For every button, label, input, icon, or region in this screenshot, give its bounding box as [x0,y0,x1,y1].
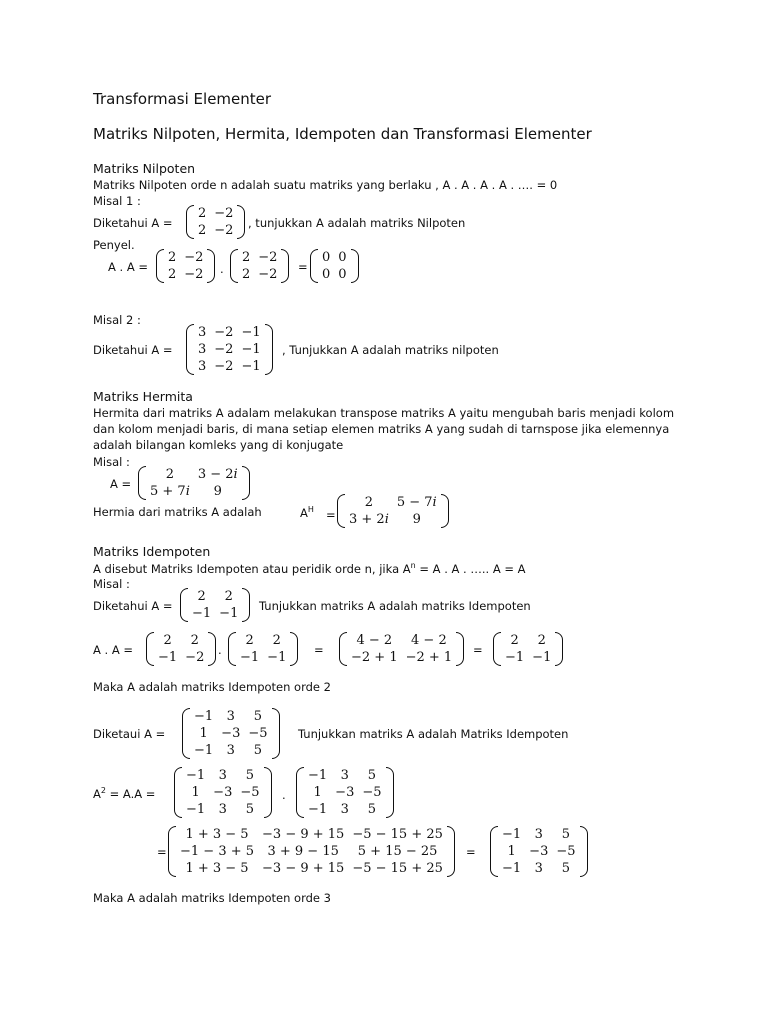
matrix-nilpoten-a-left [156,249,215,283]
matrix-row [501,632,555,649]
matrix-cell: −5 − 15 + 25 [352,861,443,876]
matrix-body [236,632,290,666]
hermita-heading: Matriks Hermita [93,389,193,404]
matrix-cell: −1 [241,325,261,340]
matrix-cell: −1 − 3 + 5 [180,844,255,859]
matrix-right-bracket [264,767,272,818]
matrix-left-bracket [138,466,146,500]
matrix-cell: 9 [412,512,421,527]
matrix-row [190,708,272,725]
matrix-right-bracket [207,249,215,283]
matrix-cell: 3 [198,359,207,374]
matrix-cell: 3 + 9 − 15 [267,844,339,859]
matrix-left-bracket [174,767,182,818]
matrix-left-bracket [490,826,498,877]
nilpoten-misal2: Misal 2 : [93,313,141,327]
matrix-cell: 0 [322,267,331,282]
matrix-body [238,249,281,283]
matrix-right-bracket [441,494,449,528]
matrix-idempoten-b [182,708,280,759]
matrix-cell: −1 [186,802,206,817]
matrix-cell: −3 [529,844,549,859]
matrix-cell: 5 [561,827,571,842]
matrix-cell: −1 [308,802,328,817]
matrix-cell: −2 + 1 [405,650,453,665]
idempoten-dot: . [218,643,222,657]
matrix-left-bracket [296,767,304,818]
matrix-cell: −1 [505,650,525,665]
matrix-idempoten-a-left [146,632,216,666]
matrix-row [498,826,580,843]
matrix-cell: 3 [534,827,543,842]
matrix-idempoten-a [180,588,250,622]
matrix-cell: −2 [214,325,234,340]
matrix-cell: 5 [367,768,377,783]
matrix-cell: −1 [241,359,261,374]
matrix-right-bracket [447,826,455,877]
matrix-body [498,826,580,877]
matrix-row [182,767,264,784]
matrix-row [318,249,351,266]
matrix-cell: −2 [258,267,278,282]
matrix-hermita-ah [337,494,449,528]
matrix-cell: 0 [322,250,331,265]
matrix-cell: 5 [253,743,263,758]
matrix-row [154,632,208,649]
matrix-row [176,843,447,860]
matrix-cell: 5 [561,861,571,876]
matrix-cell: −1 [502,827,522,842]
idempoten-maka2: Maka A adalah matriks Idempoten orde 3 [93,891,331,905]
matrix-cell: 2 [510,633,519,648]
matrix-cell: 5 [245,802,255,817]
matrix-cell: 9 [213,484,222,499]
hermita-ah: $A^H$ [300,505,314,520]
matrix-body [146,466,242,500]
matrix-row [498,860,580,877]
matrix-cell: 1 + 3 − 5 [185,827,249,842]
matrix-idempoten-expansion [168,826,455,877]
matrix-row [236,632,290,649]
matrix-row [194,205,237,222]
matrix-row [182,784,264,801]
idempoten-misal: Misal : [93,577,130,591]
matrix-body [154,632,208,666]
matrix-cell: −2 [258,250,278,265]
matrix-left-bracket [228,632,236,666]
matrix-cell: −3 − 9 + 15 [262,827,345,842]
matrix-body [194,324,265,375]
matrix-cell: 0 [338,267,347,282]
hermita-hermia: Hermia dari matriks A adalah [93,505,262,519]
matrix-cell: 2 [224,589,233,604]
matrix-body [501,632,555,666]
matrix-cell: 5 − 7𝑖 [396,495,437,510]
matrix-row [304,784,386,801]
matrix-left-bracket [180,588,188,622]
matrix-cell: 2 [168,250,177,265]
matrix-cell: −3 [221,726,241,741]
matrix-row [176,860,447,877]
matrix-row [182,801,264,818]
matrix-cell: −2 [214,359,234,374]
matrix-row [194,341,265,358]
matrix-cell: −2 [214,223,234,238]
matrix-cell: −1 [192,606,212,621]
matrix-idempoten-a-right [228,632,298,666]
nilpoten-eq: = [298,260,308,274]
nilpoten-misal1: Misal 1 : [93,194,141,208]
matrix-left-bracket [493,632,501,666]
matrix-body [176,826,447,877]
matrix-body [194,205,237,239]
idempoten-eq4: = [466,845,476,859]
matrix-nilpoten-b [186,324,273,375]
matrix-right-bracket [208,632,216,666]
matrix-right-bracket [272,708,280,759]
matrix-row [190,725,272,742]
matrix-cell: 3 [198,325,207,340]
matrix-row [236,649,290,666]
matrix-row [194,324,265,341]
idempoten-eq1: = [314,643,324,657]
matrix-cell: −1 [241,342,261,357]
matrix-cell: 1 [191,785,200,800]
matrix-cell: −2 [184,267,204,282]
matrix-cell: 1 [313,785,322,800]
matrix-cell: −1 [240,650,260,665]
matrix-cell: −1 [194,743,214,758]
matrix-cell: −3 [213,785,233,800]
idempoten-a2-label: $A^2 = A.A$ = [93,786,156,801]
nilpoten-diketahui1: Diketahui A = [93,216,173,230]
matrix-row [304,767,386,784]
nilpoten-heading: Matriks Nilpoten [93,161,196,176]
matrix-cell: −5 [362,785,382,800]
idempoten-tunjukkan2: Tunjukkan matriks A adalah Matriks Idempoten [298,727,569,741]
matrix-idempoten-b-right [296,767,394,818]
matrix-cell: −5 [240,785,260,800]
matrix-cell: 2 [242,250,251,265]
matrix-hermita-a [138,466,250,500]
matrix-cell: −1 [194,709,214,724]
matrix-cell: 5 + 7𝑖 [150,484,190,499]
hermita-line3: adalah bilangan komleks yang di konjugate [93,438,344,452]
matrix-row [318,266,351,283]
nilpoten-definition: Matriks Nilpoten orde n adalah suatu matriks yang berlaku , A . A . A . A . …. = 0 [93,178,558,192]
matrix-right-bracket [237,205,245,239]
idempoten-eq2: = [473,643,483,657]
idempoten-heading: Matriks Idempoten [93,544,211,559]
matrix-idempoten-b-left [174,767,272,818]
matrix-right-bracket [351,249,359,283]
matrix-row [176,826,447,843]
matrix-row [304,801,386,818]
matrix-row [501,649,555,666]
matrix-cell: 2 [190,633,199,648]
matrix-nilpoten-a [186,205,245,239]
hermita-eq: = [326,508,336,522]
matrix-body [190,708,272,759]
idempoten-maka1: Maka A adalah matriks Idempoten orde 2 [93,680,331,694]
matrix-cell: 3 [340,802,349,817]
matrix-cell: 2 [272,633,281,648]
matrix-cell: 0 [338,250,347,265]
matrix-body [182,767,264,818]
matrix-idempoten-sum [339,632,464,666]
nilpoten-penyel: Penyel. [93,238,135,252]
matrix-cell: 4 − 2 [356,633,393,648]
matrix-cell: −2 [185,650,205,665]
matrix-cell: 3 [226,743,235,758]
matrix-cell: −1 [532,650,552,665]
matrix-cell: 2 [242,267,251,282]
matrix-row [345,511,441,528]
matrix-cell: 5 [253,709,263,724]
matrix-row [238,266,281,283]
matrix-idempoten-result [493,632,563,666]
matrix-cell: −5 [248,726,268,741]
matrix-left-bracket [168,826,176,877]
matrix-right-bracket [281,249,289,283]
matrix-row [194,358,265,375]
matrix-left-bracket [310,249,318,283]
matrix-cell: 3 [534,861,543,876]
matrix-cell: −1 [219,606,239,621]
matrix-body [345,494,441,528]
idempoten-definition: A disebut Matriks Idempoten atau peridik orde n, jika $A^n = A$ . A . ….. A = A [93,561,526,576]
matrix-cell: 5 [245,768,255,783]
matrix-body [188,588,242,622]
nilpoten-tunjukkan2: , Tunjukkan A adalah matriks nilpoten [282,343,499,357]
matrix-cell: 2 [197,589,206,604]
matrix-left-bracket [186,205,194,239]
matrix-cell: 2 [163,633,172,648]
idempoten-diketahui1: Diketahui A = [93,599,173,613]
matrix-right-bracket [580,826,588,877]
matrix-cell: 2 [245,633,254,648]
nilpoten-diketahui2: Diketahui A = [93,343,173,357]
matrix-row [164,266,207,283]
matrix-cell: 3 [340,768,349,783]
matrix-cell: 1 [199,726,208,741]
matrix-nilpoten-a-right [230,249,289,283]
matrix-cell: 2 [168,267,177,282]
matrix-row [146,466,242,483]
hermita-line2: dan kolom menjadi baris, di mana setiap elemen matriks A yang sudah di tarnspose jika elemennya [93,422,670,436]
matrix-cell: 2 [537,633,546,648]
matrix-body [304,767,386,818]
matrix-cell: 2 [364,495,374,510]
matrix-row [347,632,456,649]
matrix-cell: 3 [218,768,227,783]
matrix-cell: −3 − 9 + 15 [262,861,345,876]
matrix-row [347,649,456,666]
matrix-left-bracket [156,249,164,283]
matrix-cell: −1 [186,768,206,783]
matrix-cell: −1 [158,650,178,665]
matrix-row [188,588,242,605]
matrix-left-bracket [182,708,190,759]
idempoten-dot2: . [282,788,286,802]
idempoten-eq3: = [157,845,167,859]
idempoten-tunjukkan1: Tunjukkan matriks A adalah matriks Idempoten [259,599,531,613]
matrix-cell: 1 + 3 − 5 [185,861,249,876]
page-subtitle: Matriks Nilpoten, Hermita, Idempoten dan Transformasi Elementer [93,125,592,143]
matrix-left-bracket [146,632,154,666]
matrix-cell: −1 [267,650,287,665]
matrix-body [347,632,456,666]
nilpoten-tunjukkan1: , tunjukkan A adalah matriks Nilpoten [248,216,466,230]
matrix-cell: 5 + 15 − 25 [357,844,438,859]
matrix-body [164,249,207,283]
matrix-left-bracket [186,324,194,375]
matrix-cell: −2 [214,206,234,221]
matrix-cell: −1 [308,768,328,783]
matrix-left-bracket [337,494,345,528]
matrix-cell: 3 [226,709,235,724]
matrix-cell: −2 [184,250,204,265]
matrix-right-bracket [290,632,298,666]
matrix-left-bracket [230,249,238,283]
matrix-cell: 2 [165,467,175,482]
hermita-line1: Hermita dari matriks A adalam melakukan transpose matriks A yaitu mengubah baris menjadi kolom [93,406,675,420]
matrix-cell: 3 [218,802,227,817]
matrix-cell: 3 [198,342,207,357]
nilpoten-aa-label: A . A = [108,260,148,274]
matrix-right-bracket [555,632,563,666]
matrix-cell: 3 − 2𝑖 [197,467,238,482]
matrix-cell: −5 − 15 + 25 [352,827,443,842]
matrix-cell: 1 [507,844,516,859]
matrix-nilpoten-zero [310,249,359,283]
matrix-row [498,843,580,860]
matrix-left-bracket [339,632,347,666]
matrix-body [318,249,351,283]
matrix-cell: −3 [335,785,355,800]
page-title: Transformasi Elementer [93,90,272,108]
matrix-cell: 2 [198,223,207,238]
hermita-misal: Misal : [93,455,130,469]
matrix-right-bracket [386,767,394,818]
idempoten-aa-label: A . A = [93,643,133,657]
matrix-row [190,742,272,759]
matrix-cell: −1 [502,861,522,876]
matrix-cell: −2 + 1 [351,650,398,665]
matrix-row [146,483,242,500]
matrix-right-bracket [242,588,250,622]
matrix-right-bracket [456,632,464,666]
matrix-cell: −5 [556,844,576,859]
matrix-idempoten-b-result [490,826,588,877]
matrix-row [238,249,281,266]
matrix-row [345,494,441,511]
matrix-row [194,222,237,239]
matrix-right-bracket [265,324,273,375]
matrix-cell: 5 [367,802,377,817]
idempoten-diketaui2: Diketaui A = [93,727,166,741]
matrix-cell: 3 + 2𝑖 [349,512,389,527]
matrix-right-bracket [242,466,250,500]
hermita-a-eq: A = [110,477,132,491]
matrix-cell: −2 [214,342,234,357]
matrix-cell: 4 − 2 [411,633,447,648]
matrix-row [164,249,207,266]
nilpoten-dot: . [220,262,224,276]
matrix-row [188,605,242,622]
matrix-cell: 2 [198,206,207,221]
matrix-row [154,649,208,666]
